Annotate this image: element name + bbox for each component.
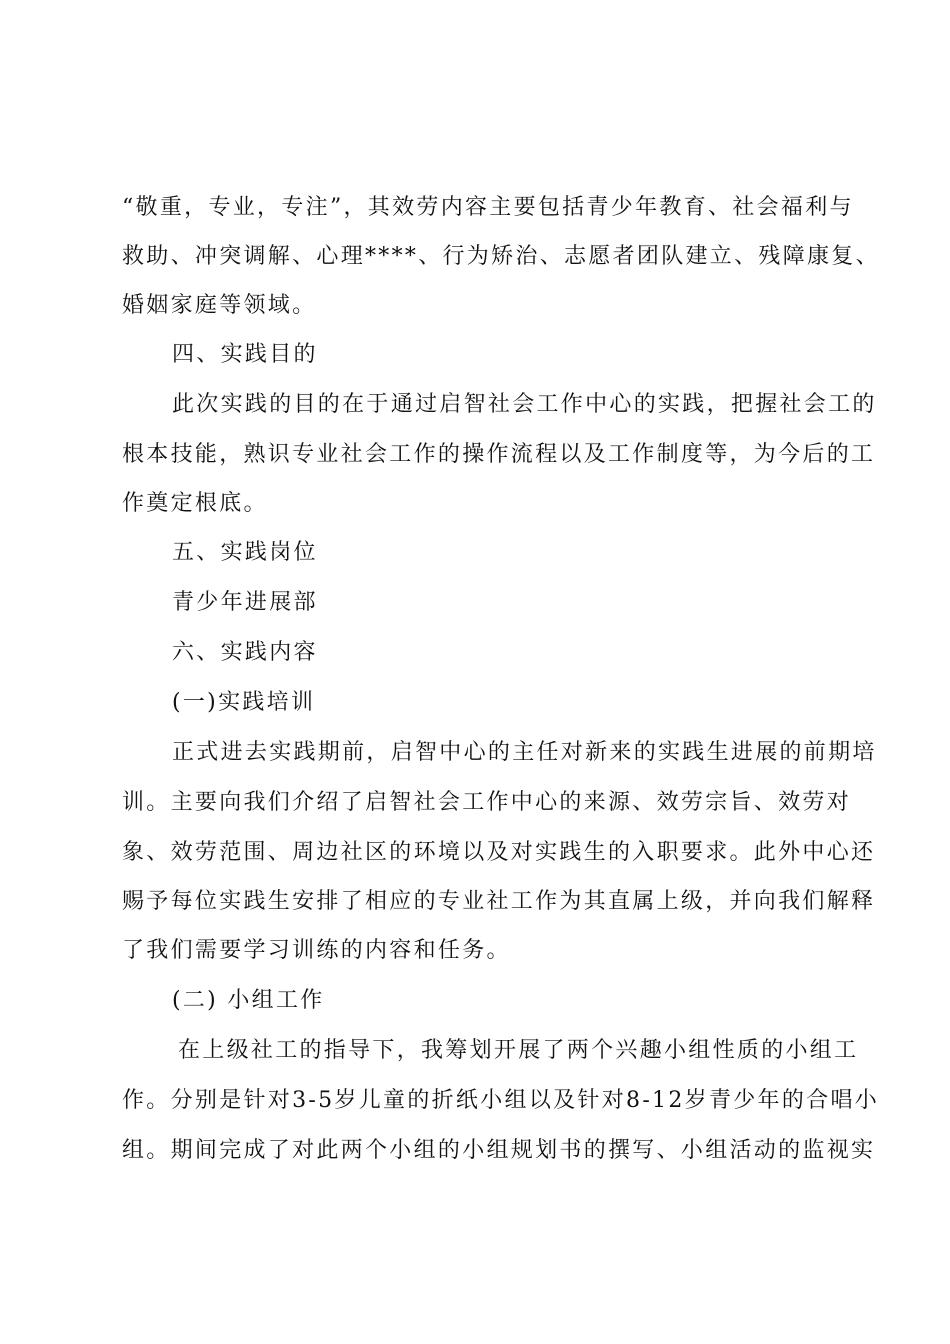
paragraph-line: “敬重，专业，专注”，其效劳内容主要包括青少年教育、社会福利与 (122, 195, 854, 220)
paragraph-line: 此次实践的目的在于通过启智社会工作中心的实践，把握社会工的 (172, 392, 877, 417)
section-heading: 六、实践内容 (172, 640, 318, 665)
paragraph-line: 婚姻家庭等领域。 (122, 293, 317, 318)
paragraph-line: 在上级社工的指导下，我筹划开展了两个兴趣小组性质的小组工 (178, 1038, 859, 1063)
section-heading: 四、实践目的 (172, 342, 318, 367)
paragraph-line: 赐予每位实践生安排了相应的专业社工作为其直属上级，并向我们解释 (122, 889, 876, 914)
paragraph-line: 根本技能，熟识专业社会工作的操作流程以及工作制度等，为今后的工 (122, 442, 876, 467)
paragraph-line: 组。期间完成了对此两个小组的小组规划书的撰写、小组活动的监视实 (122, 1138, 876, 1163)
paragraph-line: 救助、冲突调解、心理****、行为矫治、志愿者团队建立、残障康复、 (122, 244, 880, 269)
paragraph-line: 作。分别是针对3-5岁儿童的折纸小组以及针对8-12岁青少年的合唱小 (122, 1088, 880, 1113)
paragraph-line: 正式进去实践期前，启智中心的主任对新来的实践生进展的前期培 (172, 740, 877, 765)
subsection-heading: (一)实践培训 (172, 690, 316, 715)
paragraph-line: 了我们需要学习训练的内容和任务。 (122, 938, 511, 963)
paragraph-line: 训。主要向我们介绍了启智社会工作中心的来源、效劳宗旨、效劳对 (122, 790, 852, 815)
paragraph-line: 青少年进展部 (172, 590, 318, 615)
paragraph-line: 象、效劳范围、周边社区的环境以及对实践生的入职要求。此外中心还 (122, 840, 876, 865)
section-heading: 五、实践岗位 (172, 540, 318, 565)
subsection-heading: (二) 小组工作 (172, 988, 325, 1013)
paragraph-line: 作奠定根底。 (122, 491, 268, 516)
